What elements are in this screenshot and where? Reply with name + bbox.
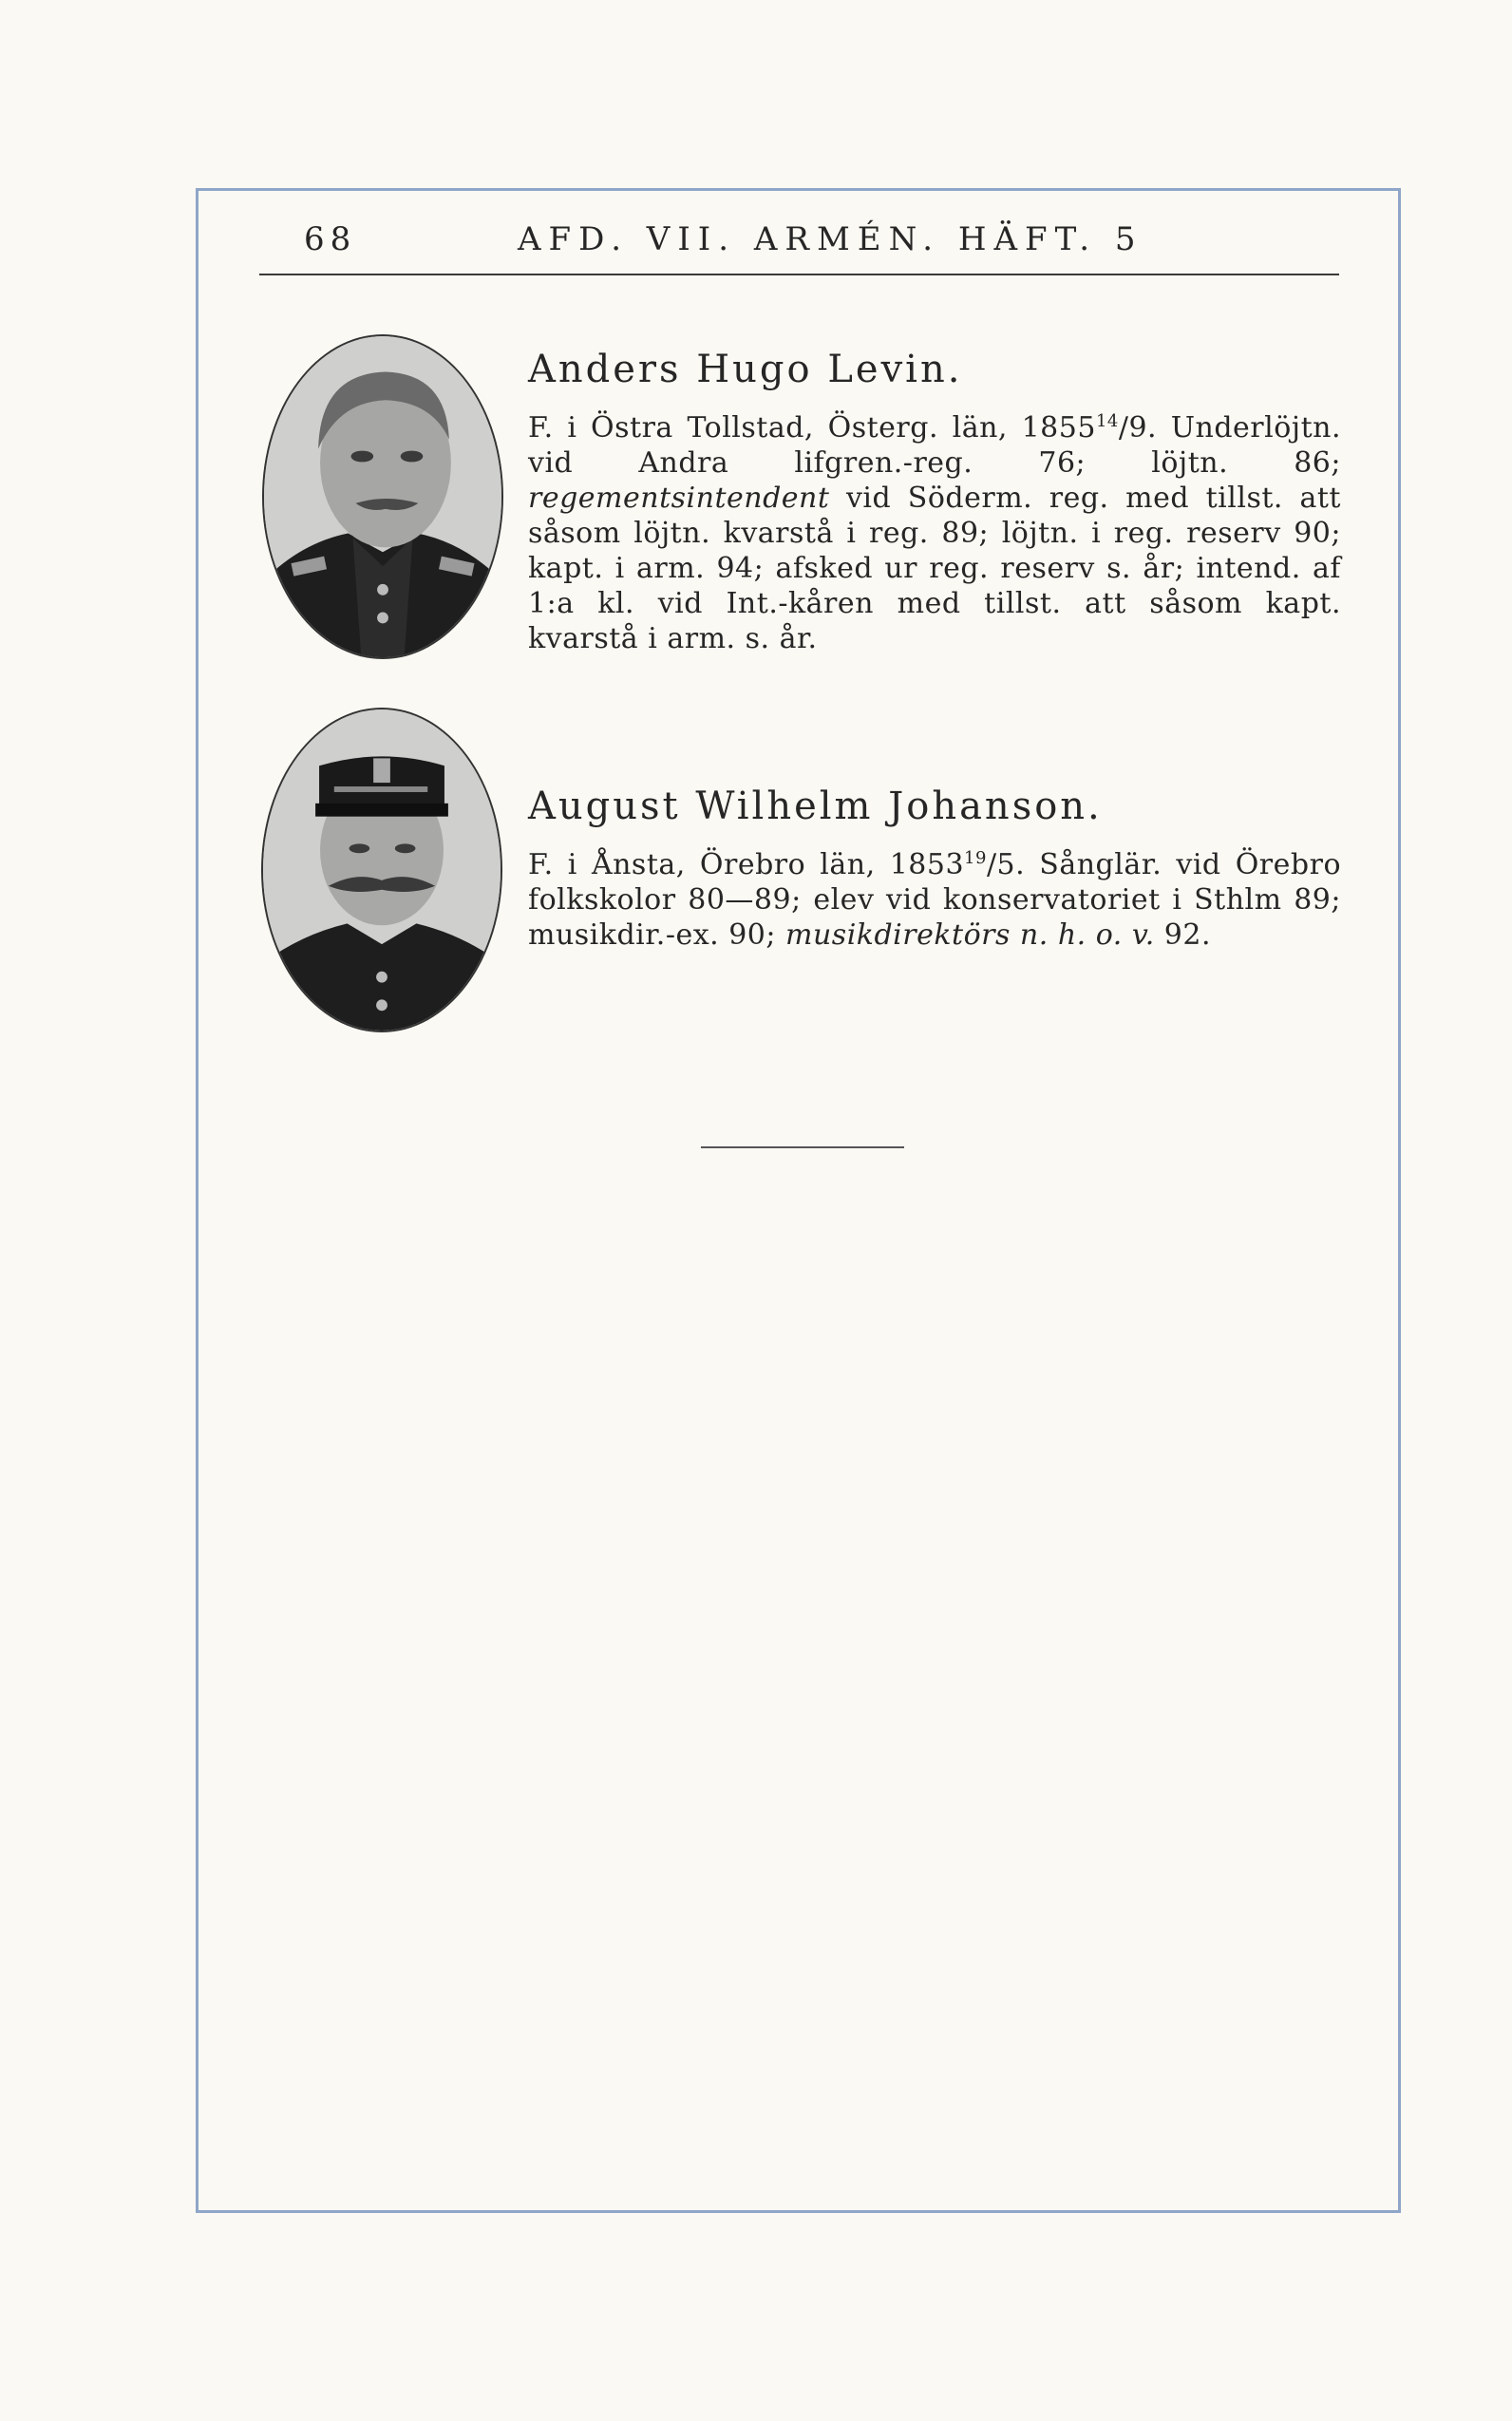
- portrait-johanson: [261, 708, 502, 1032]
- running-head: [304, 220, 1339, 268]
- bio-text: 92.: [1154, 918, 1211, 952]
- page-number: 68: [304, 220, 357, 258]
- entry-name: Anders Hugo Levin.: [528, 348, 963, 391]
- bio-text: /5. Sånglär. vid Örebro folkskolor 80—89; elev vid konservatoriet i Sthlm 89; musikdir.-ex. 90;: [528, 848, 1342, 952]
- bio-italic: musikdirektörs n. h. o. v.: [785, 918, 1155, 952]
- entry-bio: [528, 847, 1341, 953]
- entry-name: August Wilhelm Johanson.: [528, 785, 1103, 828]
- birth-day-sup: 14: [1095, 411, 1119, 431]
- bio-text: /9. Underlöjtn. vid Andra lifgren.-reg. 76; löjtn. 86;: [528, 411, 1342, 480]
- header-rule: [259, 274, 1339, 275]
- bio-text: vid Söderm. reg. med tillst. att såsom löjtn. kvarstå i reg. 89; löjtn. i reg. reserv 90; kapt. i arm. 94; afsked ur reg. reserv s. år; intend. af 1:a kl. vid Int.-kåren med tillst. att såsom kapt. kvarstå i arm. s. år.: [528, 482, 1341, 655]
- portrait-levin: [262, 334, 503, 659]
- bio-text: F. i Ånsta, Örebro län, 1853: [528, 848, 965, 881]
- section-end-rule: [701, 1146, 904, 1148]
- bio-text: F. i Östra Tollstad, Österg. län, 1855: [528, 411, 1096, 444]
- entry-johanson: [528, 785, 1341, 953]
- entry-bio: [528, 410, 1341, 656]
- bio-italic: regementsintendent: [528, 482, 830, 515]
- entry-levin: [528, 348, 1341, 656]
- running-title: AFD. VII. ARMÉN. HÄFT. 5: [518, 220, 1143, 258]
- birth-day-sup: 19: [964, 848, 987, 868]
